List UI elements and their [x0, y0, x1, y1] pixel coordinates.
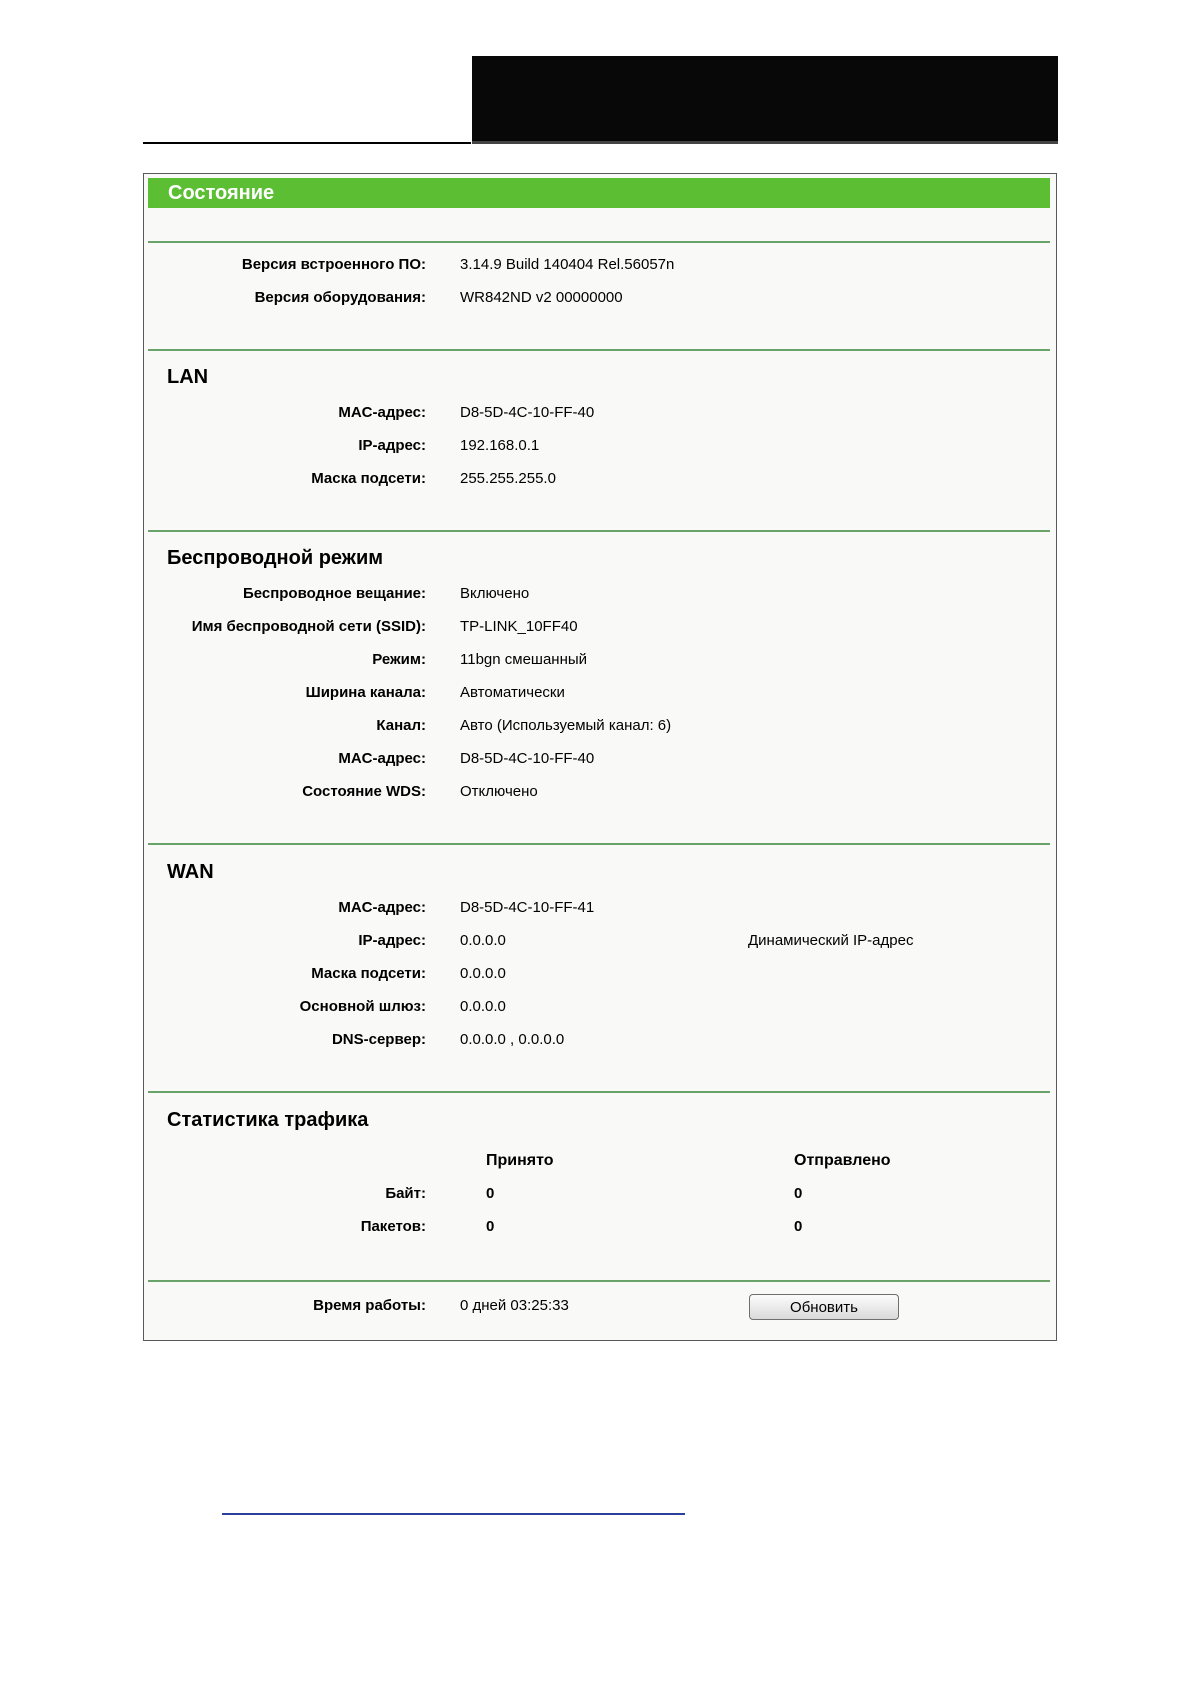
traffic-section-title: Статистика трафика [167, 1109, 369, 1131]
wireless-mode-label: Режим: [372, 651, 426, 668]
wan-gateway-value: 0.0.0.0 [460, 998, 506, 1015]
refresh-button[interactable]: Обновить [749, 1294, 899, 1320]
status-panel [143, 173, 1057, 1341]
wireless-channel-value: Авто (Используемый канал: 6) [460, 717, 672, 734]
wireless-broadcast-label: Беспроводное вещание: [242, 585, 426, 602]
wan-mac-value: D8-5D-4C-10-FF-41 [460, 899, 595, 916]
lan-ip-value: 192.168.0.1 [460, 437, 540, 454]
section-divider [148, 349, 1050, 351]
traffic-bytes-label: Байт: [385, 1185, 426, 1202]
wan-gateway-label: Основной шлюз: [299, 998, 426, 1015]
section-divider [148, 241, 1050, 243]
wan-mask-label: Маска подсети: [311, 965, 426, 982]
section-divider [148, 843, 1050, 845]
traffic-packets-sent: 0 [794, 1218, 803, 1235]
page-header-banner [472, 56, 1058, 144]
section-divider [148, 1091, 1050, 1093]
wireless-mac-label: MAC-адрес: [338, 750, 426, 767]
wan-ip-label: IP-адрес: [358, 932, 426, 949]
hardware-version-label: Версия оборудования: [254, 289, 426, 306]
wan-dns-label: DNS-сервер: [331, 1031, 426, 1048]
traffic-packets-received: 0 [486, 1218, 495, 1235]
hardware-version-value: WR842ND v2 00000000 [460, 289, 623, 306]
traffic-received-header: Принято [486, 1152, 554, 1169]
wireless-section-title: Беспроводной режим [167, 547, 384, 569]
lan-mac-label: MAC-адрес: [338, 404, 426, 421]
wan-mask-value: 0.0.0.0 [460, 965, 506, 982]
uptime-value: 0 дней 03:25:33 [460, 1297, 569, 1314]
uptime-label: Время работы: [313, 1297, 426, 1314]
wireless-channel-width-label: Ширина канала: [305, 684, 426, 701]
wan-section-title: WAN [167, 861, 214, 883]
wan-dns-value: 0.0.0.0 , 0.0.0.0 [460, 1031, 565, 1048]
wireless-mode-value: 11bgn смешанный [460, 651, 588, 668]
traffic-bytes-sent: 0 [794, 1185, 803, 1202]
wireless-wds-value: Отключено [460, 783, 538, 800]
status-title-bar [148, 178, 1050, 208]
wireless-ssid-value: TP-LINK_10FF40 [460, 618, 578, 635]
wireless-mac-value: D8-5D-4C-10-FF-40 [460, 750, 595, 767]
page-header-rule [143, 142, 471, 144]
firmware-version-label: Версия встроенного ПО: [241, 256, 426, 273]
lan-section-title: LAN [167, 366, 209, 388]
wan-ip-value: 0.0.0.0 [460, 932, 506, 949]
firmware-version-value: 3.14.9 Build 140404 Rel.56057n [460, 256, 675, 273]
wireless-wds-label: Состояние WDS: [302, 783, 426, 800]
wireless-channel-label: Канал: [376, 717, 426, 734]
underline-link [222, 1513, 685, 1515]
wan-mac-label: MAC-адрес: [338, 899, 426, 916]
traffic-packets-label: Пакетов: [360, 1218, 426, 1235]
wireless-ssid-label: Имя беспроводной сети (SSID): [191, 618, 426, 635]
lan-ip-label: IP-адрес: [358, 437, 426, 454]
lan-mask-value: 255.255.255.0 [460, 470, 556, 487]
page-title: Состояние [168, 182, 275, 204]
wireless-broadcast-value: Включено [460, 585, 530, 602]
traffic-bytes-received: 0 [486, 1185, 495, 1202]
section-divider [148, 530, 1050, 532]
lan-mask-label: Маска подсети: [311, 470, 426, 487]
wireless-channel-width-value: Автоматически [460, 684, 565, 701]
section-divider [148, 1280, 1050, 1282]
lan-mac-value: D8-5D-4C-10-FF-40 [460, 404, 595, 421]
traffic-sent-header: Отправлено [794, 1152, 891, 1169]
wan-ip-type: Динамический IP-адрес [748, 932, 914, 949]
